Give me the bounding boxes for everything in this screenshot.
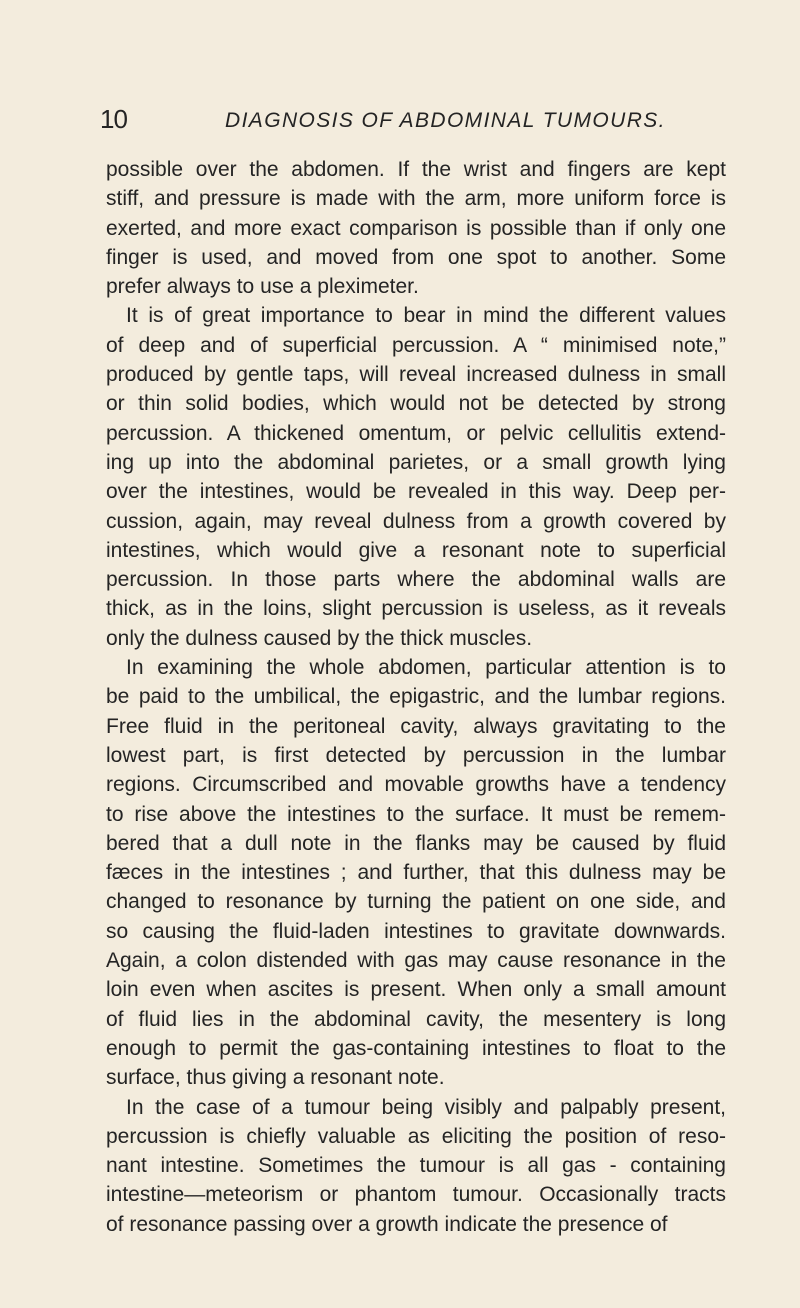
text-line: only the dulness caused by the thick muscles. — [106, 626, 533, 650]
text-line: stiff, and pressure is made with the arm, more uniform force is — [106, 187, 726, 211]
text-line: surface, thus giving a resonant note. — [106, 1066, 445, 1090]
text-line: of fluid lies in the abdominal cavity, the mesentery is long — [106, 1007, 726, 1031]
running-head — [100, 104, 740, 138]
text-line: cussion, again, may reveal dulness from a growth covered by — [106, 509, 726, 533]
text-line: enough to permit the gas-containing intestines to float to the — [106, 1036, 726, 1060]
paragraph — [106, 301, 726, 653]
paragraph — [106, 155, 726, 301]
text-line: intestine—meteorism or phantom tumour. Occasionally tracts — [106, 1183, 726, 1207]
text-line: produced by gentle taps, will reveal increased dulness in small — [106, 363, 726, 387]
text-line: thick, as in the loins, slight percussion is useless, as it reveals — [106, 597, 726, 621]
running-title: DIAGNOSIS OF ABDOMINAL TUMOURS. — [225, 109, 666, 132]
text-line: or thin solid bodies, which would not be detected by strong — [106, 392, 726, 416]
text-line: changed to resonance by turning the patient on one side, and — [106, 890, 726, 914]
page-number: 10 — [100, 104, 127, 134]
text-line: lowest part, is first detected by percussion in the lumbar — [106, 743, 726, 767]
text-line: regions. Circumscribed and movable growths have a tendency — [106, 773, 726, 797]
text-line: over the intestines, would be revealed in this way. Deep per- — [106, 480, 726, 504]
body-text — [106, 155, 726, 1239]
text-line: percussion. A thickened omentum, or pelvic cellulitis extend- — [106, 421, 726, 445]
text-line: Again, a colon distended with gas may cause resonance in the — [106, 949, 726, 973]
text-line: be paid to the umbilical, the epigastric, and the lumbar regions. — [106, 685, 726, 709]
text-line: percussion is chiefly valuable as eliciting the position of reso- — [106, 1124, 726, 1148]
paragraph — [106, 653, 726, 1092]
text-line: In examining the whole abdomen, particular attention is to — [126, 656, 726, 680]
text-line: exerted, and more exact comparison is possible than if only one — [106, 216, 726, 240]
text-line: In the case of a tumour being visibly and palpably present, — [126, 1095, 726, 1119]
text-line: prefer always to use a pleximeter. — [106, 275, 419, 299]
text-line: of resonance passing over a growth indicate the presence of — [106, 1212, 668, 1236]
text-line: finger is used, and moved from one spot to another. Some — [106, 245, 726, 269]
text-line: of deep and of superficial percussion. A “ minimised note,” — [106, 333, 726, 357]
text-line: percussion. In those parts where the abdominal walls are — [106, 568, 726, 592]
text-line: nant intestine. Sometimes the tumour is all gas - containing — [106, 1154, 726, 1178]
text-line: to rise above the intestines to the surface. It must be remem- — [106, 802, 726, 826]
text-line: It is of great importance to bear in mind the different values — [126, 304, 726, 328]
text-line: intestines, which would give a resonant note to superficial — [106, 538, 726, 562]
text-line: bered that a dull note in the flanks may be caused by fluid — [106, 831, 726, 855]
text-line: possible over the abdomen. If the wrist and fingers are kept — [106, 158, 726, 181]
text-line: fæces in the intestines ; and further, that this dulness may be — [106, 861, 726, 885]
text-line: so causing the fluid-laden intestines to gravitate downwards. — [106, 919, 726, 943]
text-line: loin even when ascites is present. When only a small amount — [106, 978, 726, 1002]
text-line: ing up into the abdominal parietes, or a small growth lying — [106, 450, 726, 474]
text-line: Free fluid in the peritoneal cavity, always gravitating to the — [106, 714, 726, 738]
paragraph — [106, 1093, 726, 1239]
